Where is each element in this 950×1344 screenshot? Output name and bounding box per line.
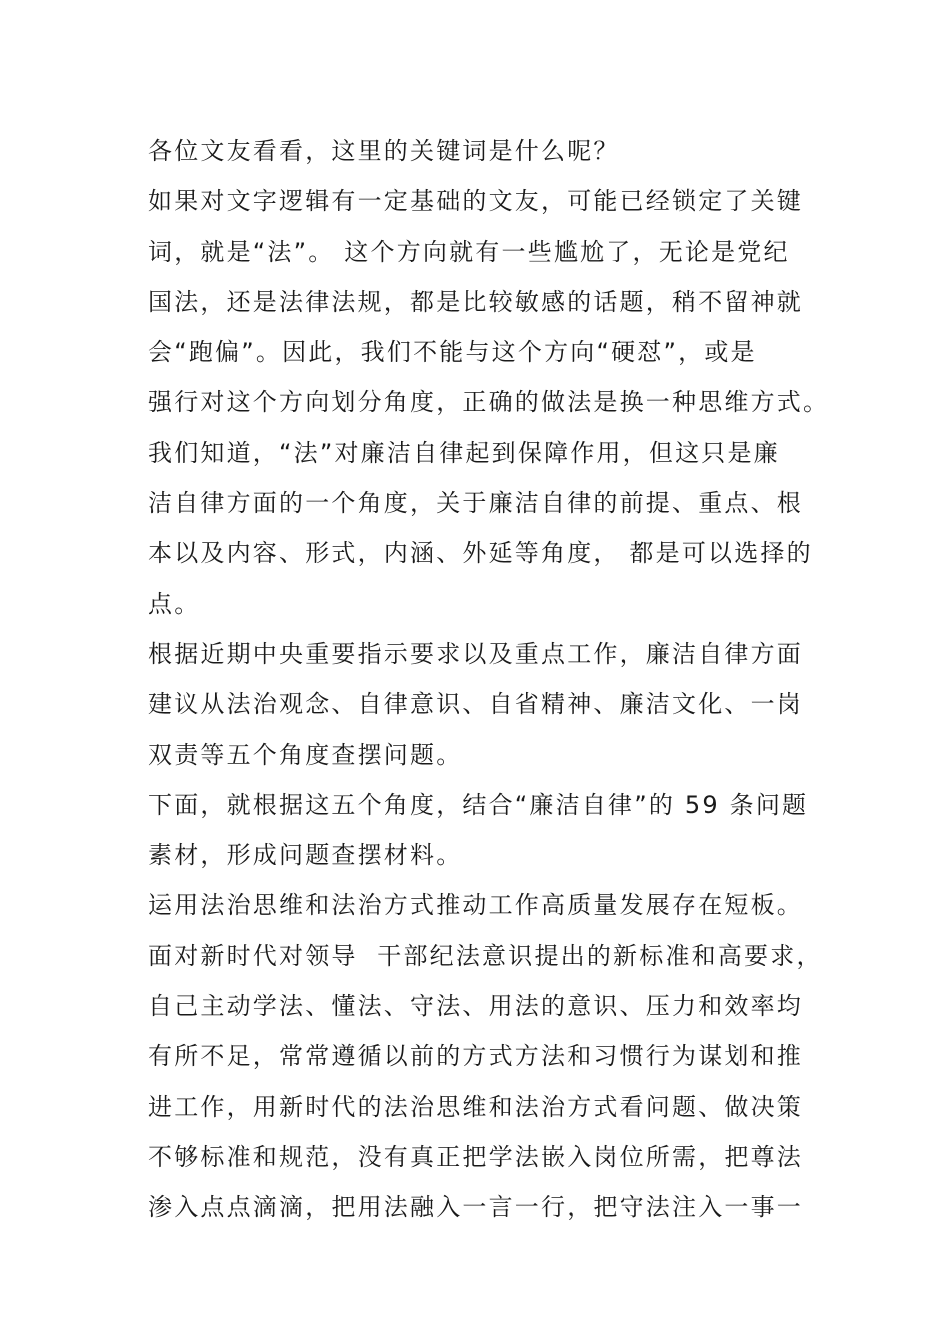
text-line: 下面，就根据这五个角度，结合“廉洁自律”的 59 条问题 <box>148 790 809 819</box>
text-line: 双责等五个角度查摆问题。 <box>148 740 463 769</box>
text-line: 我们知道，“法”对廉洁自律起到保障作用，但这只是廉 <box>148 438 780 467</box>
text-line: 如果对文字逻辑有一定基础的文友，可能已经锁定了关键 <box>148 187 803 216</box>
text-line: 会“跑偏”。因此，我们不能与这个方向“硬怼”，或是 <box>148 338 757 367</box>
text-line: 面对新时代对领导 干部纪法意识提出的新标准和高要求， <box>148 941 823 970</box>
text-line: 运用法治思维和法治方式推动工作高质量发展存在短板。 <box>148 891 803 920</box>
text-line: 本以及内容、形式，内涵、外延等角度， 都是可以选择的 <box>148 539 813 568</box>
text-line: 渗入点点滴滴，把用法融入一言一行，把守法注入一事一 <box>148 1193 803 1222</box>
text-line: 词，就是“法”。 这个方向就有一些尴尬了，无论是党纪 <box>148 237 790 266</box>
text-line: 不够标准和规范，没有真正把学法嵌入岗位所需，把尊法 <box>148 1142 803 1171</box>
text-line: 国法，还是法律法规，都是比较敏感的话题，稍不留神就 <box>148 287 803 316</box>
text-line: 各位文友看看，这里的关键词是什么呢？ <box>148 137 620 165</box>
text-line: 有所不足，常常遵循以前的方式方法和习惯行为谋划和推 <box>148 1042 803 1071</box>
text-line: 自己主动学法、懂法、守法、用法的意识、压力和效率均 <box>148 992 803 1021</box>
text-line: 点。 <box>148 589 201 618</box>
text-line: 强行对这个方向划分角度，正确的做法是换一种思维方式。 <box>148 388 830 417</box>
text-line: 洁自律方面的一个角度，关于廉洁自律的前提、重点、根 <box>148 489 803 518</box>
text-line: 根据近期中央重要指示要求以及重点工作，廉洁自律方面 <box>148 639 803 668</box>
text-line: 进工作，用新时代的法治思维和法治方式看问题、做决策 <box>148 1092 803 1121</box>
document-body <box>148 126 830 1233</box>
text-line: 素材，形成问题查摆材料。 <box>148 841 463 870</box>
text-line: 建议从法治观念、自律意识、自省精神、廉洁文化、一岗 <box>148 690 803 719</box>
